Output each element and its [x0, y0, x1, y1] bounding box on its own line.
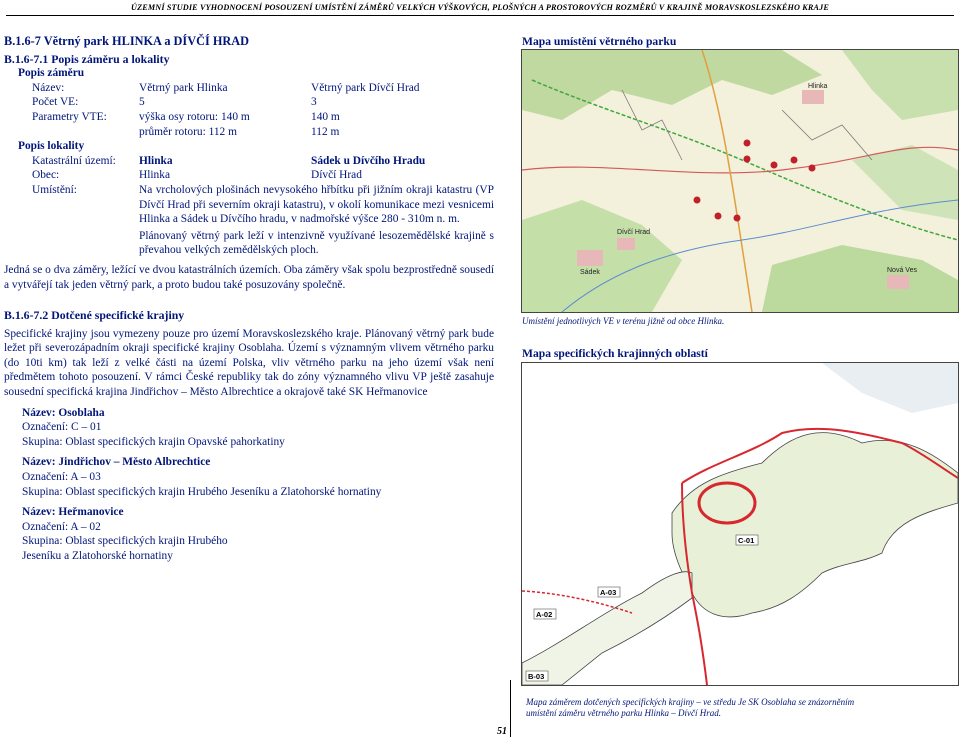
header-divider [6, 15, 954, 16]
label-nazev: Název: [32, 81, 65, 94]
krajina-oznaceni: Označení: A – 03 [22, 471, 101, 484]
paragraph-2: Specifické krajiny jsou vymezeny pouze pro území Moravskoslezského kraje. Plánovaný větrný park bude ležet při severozápadním okraji specifické krajiny Osoblaha. Území s významným vlivem větrného parku (do 10ti km) tak leží z velké části na území Polska, vliv větrného parku na jeho území však není předmětem tohoto posouzení. V rámci České republiky tak do zóny významného vlivu VP ještě zasahuje sousední specifická krajina Jindřichov – Město Albrechtice a okrajově také SK Heřmanovice [4, 327, 494, 399]
map2-label: A-03 [600, 588, 617, 597]
map2-label: A-02 [536, 610, 553, 619]
krajina-name: Název: Osoblaha [22, 406, 105, 419]
section-title: B.1.6-7 Větrný park HLINKA a DÍVČÍ HRAD [4, 34, 250, 48]
location-map-graphic [522, 50, 958, 312]
left-column [4, 34, 494, 564]
value-obec-a: Hlinka [139, 169, 171, 182]
label-pocet: Počet VE: [32, 96, 79, 109]
map1-label: Sádek [580, 269, 600, 276]
umisteni-text: Na vrcholových plošinách nevysokého hřbítku při jižním okraji katastru (VP Dívčí Hrad při severním okraji katastru), v okolí komunikace mezi vesnicemi Hlinka a Sádek u Dívčího hradu, v nadmořské výšce 280 - 310m n. m. [139, 183, 494, 226]
page-number: 51 [497, 726, 507, 737]
subsection-title-1: B.1.6-7.1 Popis záměru a lokality [4, 51, 170, 66]
krajina-oznaceni: Označení: A – 02 [22, 520, 101, 533]
row-obec [4, 168, 494, 183]
krajina-name: Název: Heřmanovice [22, 506, 124, 519]
popis-lokality-heading: Popis lokality [18, 140, 85, 153]
map2-caption: Mapa záměrem dotčených specifických krajiny – ve středu Je SK Osoblaha se znázorněním umístění záměru větrného parku Hlinka – Dívčí Hrad. [526, 697, 855, 718]
map2-title: Mapa specifických krajinných oblastí [522, 347, 708, 360]
value-prumer-a: průměr rotoru: 112 m [139, 125, 237, 138]
map1-title: Mapa umístění větrného parku [522, 35, 677, 48]
row-katastr [4, 154, 494, 169]
umisteni-text-2: Plánovaný větrný park leží v intenzivně využívané lesozemědělské krajině s převahou velkých zemědělských ploch. [139, 229, 494, 257]
value-katastr-b: Sádek u Dívčího Hradu [311, 154, 426, 167]
krajina-osoblaha [22, 406, 494, 450]
map1-label: Dívčí Hrad [617, 229, 651, 236]
value-katastr-a: Hlinka [139, 154, 173, 167]
krajina-skupina-2: Jeseníku a Zlatohorské hornatiny [22, 550, 173, 562]
map2-label: B-03 [528, 672, 545, 681]
label-umisteni: Umístění: [32, 183, 77, 196]
row-nazev [4, 81, 494, 96]
map1-label: Nová Ves [887, 267, 917, 274]
subsection-title-2: B.1.6-7.2 Dotčené specifické krajiny [4, 308, 185, 323]
label-obec: Obec: [32, 169, 60, 182]
label-parametry: Parametry VTE: [32, 110, 107, 123]
krajina-hermanovice [22, 505, 494, 563]
row-pocet [4, 95, 494, 110]
map2-label: C-01 [738, 536, 755, 545]
value-nazev-a: Větrný park Hlinka [139, 81, 228, 94]
row-prumer [4, 125, 494, 140]
value-obec-b: Dívčí Hrad [311, 169, 362, 182]
map-location [521, 49, 959, 313]
value-pocet-a: 5 [139, 96, 145, 109]
value-nazev-b: Větrný park Dívčí Hrad [311, 81, 420, 94]
krajina-skupina: Skupina: Oblast specifických krajin Hrubého Jeseníku a Zlatohorské hornatiny [22, 485, 382, 498]
krajina-name: Název: Jindřichov – Město Albrechtice [22, 456, 211, 469]
map1-label: Hlinka [808, 83, 828, 90]
krajina-skupina: Skupina: Oblast specifických krajin Hrubého [22, 535, 228, 548]
row-parametry [4, 110, 494, 125]
page-header: ÚZEMNÍ STUDIE VYHODNOCENÍ POSOUZENÍ UMÍSTĚNÍ ZÁMĚRŮ VELKÝCH VÝŠKOVÝCH, PLOŠNÝCH A PROSTOROVÝCH ROZMĚRŮ V KRAJINĚ MORAVSKOSLEZSKÉHO KRAJE [131, 3, 829, 12]
popis-zameru-heading: Popis záměru [18, 67, 85, 80]
krajina-jindrichov [22, 455, 494, 499]
value-parametry-b: 140 m [311, 110, 340, 123]
value-pocet-b: 3 [311, 96, 317, 109]
map-specific-landscapes [521, 362, 959, 686]
krajina-oznaceni: Označení: C – 01 [22, 421, 102, 434]
paragraph-1: Jedná se o dva záměry, ležící ve dvou katastrálních územích. Oba záměry však spolu bezprostředně sousedí a vytvářejí tak jeden větrný park, a proto budou také posuzovány společně. [4, 263, 494, 291]
label-katastr: Katastrální území: [32, 154, 116, 167]
value-parametry-a: výška osy rotoru: 140 m [139, 110, 250, 123]
page-number-rule [510, 680, 511, 737]
map1-caption: Umístění jednotlivých VE v terénu jižně od obce Hlinka. [522, 316, 725, 326]
value-prumer-b: 112 m [311, 125, 340, 138]
landscape-map-graphic [522, 363, 958, 685]
krajina-skupina: Skupina: Oblast specifických krajin Opavské pahorkatiny [22, 435, 285, 448]
